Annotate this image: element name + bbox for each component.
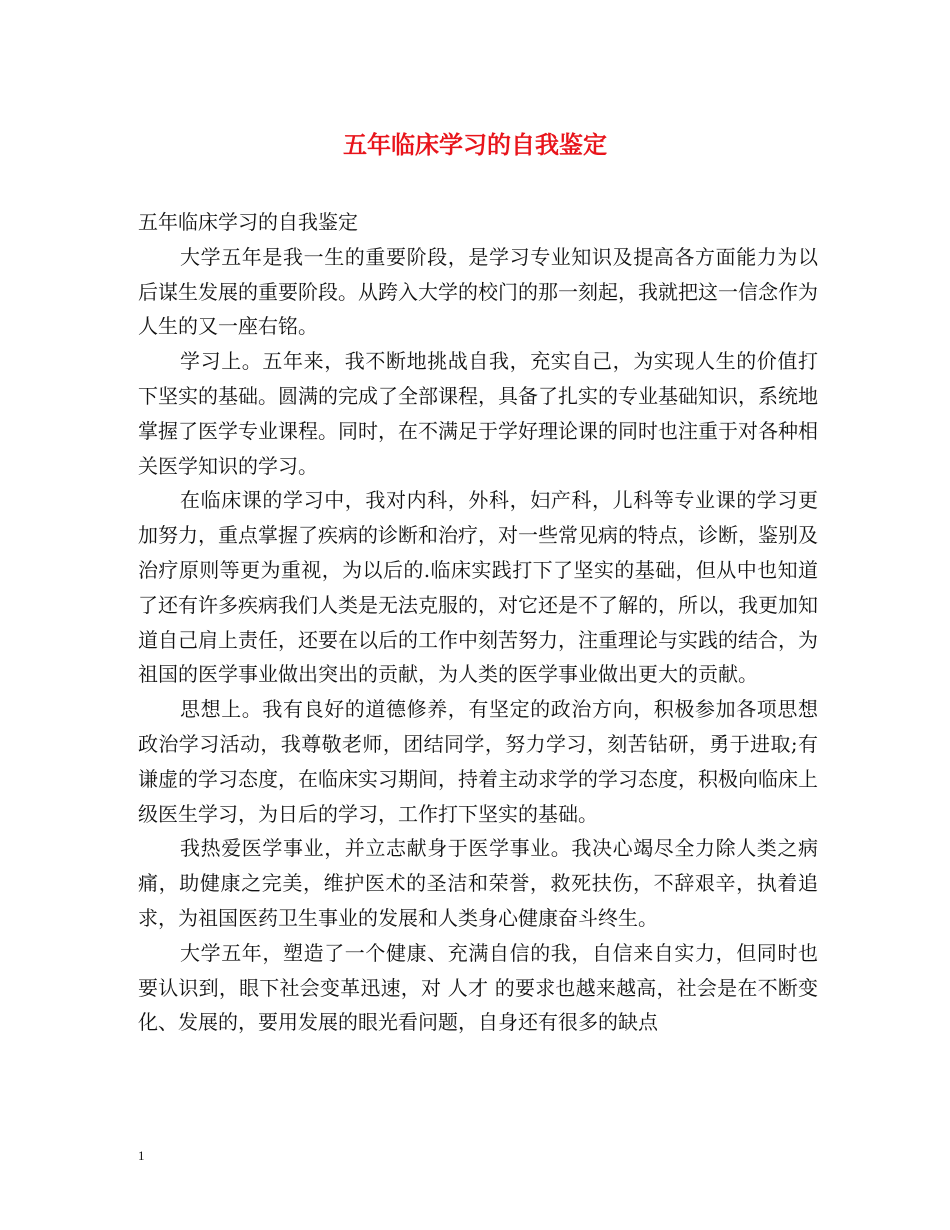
paragraph-devotion: 我热爱医学事业，并立志献身于医学事业。我决心竭尽全力除人类之病痛，助健康之完美，维护医术的圣洁和荣誉，救死扶伤，不辞艰辛，执着追求，为祖国医药卫生事业的发展和人类身心健康奋斗终生。: [138, 836, 818, 930]
document-body: [138, 205, 818, 1040]
paragraph-intro: 大学五年是我一生的重要阶段，是学习专业知识及提高各方面能力为以后谋生发展的重要阶段。从跨入大学的校门的那一刻起，我就把这一信念作为人生的又一座右铭。: [138, 244, 818, 339]
paragraph-reflection: 大学五年，塑造了一个健康、充满自信的我，自信来自实力，但同时也要认识到，眼下社会变革迅速，对 人才 的要求也越来越高，社会是在不断变化、发展的，要用发展的眼光看问题，自身还有很多的缺点: [138, 940, 818, 1035]
document-subtitle: 五年临床学习的自我鉴定: [138, 210, 358, 234]
paragraph-clinical: 在临床课的学习中，我对内科，外科，妇产科，儿科等专业课的学习更加努力，重点掌握了疾病的诊断和治疗，对一些常见病的特点，诊断，鉴别及治疗原则等更为重视，为以后的.临床实践打下了坚实的基础，但从中也知道了还有许多疾病我们人类是无法克服的，对它还是不了解的，所以，我更加知道自己肩上责任，还要在以后的工作中刻苦努力，注重理论与实践的结合，为祖国的医学事业做出突出的贡献，为人类的医学事业做出更大的贡献。: [138, 488, 818, 687]
paragraph-ideology: 思想上。我有良好的道德修养，有坚定的政治方向，积极参加各项思想政治学习活动，我尊敬老师，团结同学，努力学习，刻苦钻研，勇于进取;有谦虚的学习态度，在临床实习期间，持着主动求学的学习态度，积极向临床上级医生学习，为日后的学习，工作打下坚实的基础。: [138, 697, 818, 826]
document-title: 五年临床学习的自我鉴定: [343, 130, 607, 159]
page-number: 1: [138, 1148, 145, 1163]
paragraph-study: 学习上。五年来，我不断地挑战自我，充实自己，为实现人生的价值打下坚实的基础。圆满的完成了全部课程，具备了扎实的专业基础知识，系统地掌握了医学专业课程。同时，在不满足于学好理论课的同时也注重于对各种相关医学知识的学习。: [138, 349, 818, 478]
